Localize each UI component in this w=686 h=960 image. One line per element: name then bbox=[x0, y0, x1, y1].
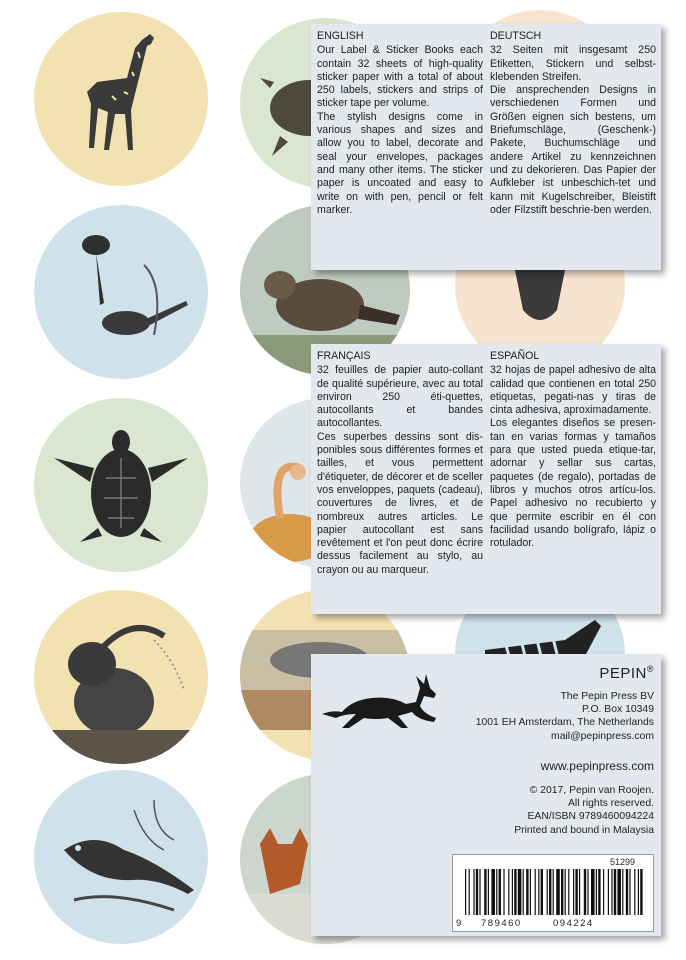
giraffe-icon bbox=[34, 12, 208, 186]
email-address: mail@pepinpress.com bbox=[551, 730, 654, 742]
printed-text: Printed and bound in Malaysia bbox=[514, 824, 654, 836]
spanish-column bbox=[490, 350, 656, 550]
brand-name: PEPIN bbox=[599, 665, 647, 682]
copyright-block bbox=[514, 784, 654, 837]
english-column bbox=[317, 30, 483, 217]
registered-mark: ® bbox=[646, 664, 654, 674]
website-link[interactable]: www.pepinpress.com bbox=[540, 759, 654, 773]
german-paragraph-2: Die ansprechenden Designs in verschiedenen Formen und Größen eignen sich bestens, um Briefumschläge, (Geschenk-) Pakete, Buchumschläge und andere Artikel zu kennzeichnen und zu dekorieren. Das Papier der Aufkleber ist unbeschich-tet und kann mit Kugelschreiber, Bleistift oder Filzstift beschrie-ben werden. bbox=[490, 84, 656, 216]
rights-text: All rights reserved. bbox=[567, 798, 654, 810]
hare-logo-icon bbox=[318, 668, 440, 728]
bird-icon bbox=[34, 205, 208, 379]
french-heading: FRANÇAIS bbox=[317, 350, 371, 362]
english-heading: ENGLISH bbox=[317, 30, 364, 42]
german-heading: DEUTSCH bbox=[490, 30, 542, 42]
bird-icon bbox=[34, 770, 208, 944]
elephant-icon bbox=[34, 590, 208, 764]
isbn-text: EAN/ISBN 9789460094224 bbox=[527, 811, 654, 823]
french-column bbox=[317, 350, 483, 577]
company-name: The Pepin Press BV bbox=[560, 691, 654, 702]
german-column bbox=[490, 30, 656, 217]
spanish-heading: ESPAÑOL bbox=[490, 350, 540, 362]
turtle-icon bbox=[34, 398, 208, 572]
french-paragraph-2: Ces superbes dessins sont dis-ponibles sous différentes formes et tailles, et vous permettent d'étiqueter, de décorer et de sceller vos enveloppes, paquets (cadeau), couvertures de livres, et de nombreux autres articles. Le papier autocollant est sans revêtement et l'on peut donc écrire dessus facilement au stylo, au crayon ou au marqueur. bbox=[317, 430, 483, 576]
barcode bbox=[452, 854, 654, 932]
pepin-brand bbox=[599, 664, 654, 682]
price-code: 51299 bbox=[609, 857, 635, 867]
spanish-paragraph-2: Los elegantes diseños se presen-tan en varias formas y tamaños para que usted pueda etique-tar, adornar y sellar sus cartas, paquetes (de regalo), portadas de libros y muchos otros artícu-los. Papel adhesivo no recubierto y que permite escribir en él con facilidad usando bolígrafo, lápiz o rotulador. bbox=[490, 417, 656, 550]
publisher-address bbox=[476, 690, 654, 743]
songbird-sticker bbox=[34, 770, 208, 944]
barcode-digits-right: 094224 bbox=[553, 918, 594, 929]
giraffe-sticker bbox=[34, 12, 208, 186]
english-paragraph-1: Our Label & Sticker Books each contain 32 sheets of high-quality sticker paper with a total of about 250 labels, stickers and strips of sticker tape per volume. bbox=[317, 44, 483, 110]
city-address: 1001 EH Amsterdam, The Netherlands bbox=[475, 717, 654, 729]
elephant-sticker bbox=[34, 590, 208, 764]
birds-sticker bbox=[34, 205, 208, 379]
copyright-text: © 2017, Pepin van Roojen. bbox=[529, 785, 654, 796]
po-box: P.O. Box 10349 bbox=[581, 704, 654, 716]
turtle-sticker bbox=[34, 398, 208, 572]
barcode-digit-first: 9 bbox=[456, 918, 462, 929]
spanish-paragraph-1: 32 hojas de papel adhesivo de alta calidad que contienen en total 250 etiquetas, pegati-nas y tiras de cinta adhesiva, aproximadamente. bbox=[490, 364, 656, 417]
barcode-digits-left: 789460 bbox=[481, 918, 522, 929]
german-paragraph-1: 32 Seiten mit insgesamt 250 Etiketten, Stickern und selbst-klebenden Streifen. bbox=[490, 44, 656, 83]
english-paragraph-2: The stylish designs come in various shapes and sizes and allow you to label, decorate and seal your envelopes, packages and many other items. The sticker paper is uncoated and easy to write on with pen, pencil or felt marker. bbox=[317, 110, 483, 216]
french-paragraph-1: 32 feuilles de papier auto-collant de qualité supérieure, avec au total environ 250 éti-quettes, autocollants et bandes autocollantes. bbox=[317, 364, 483, 430]
